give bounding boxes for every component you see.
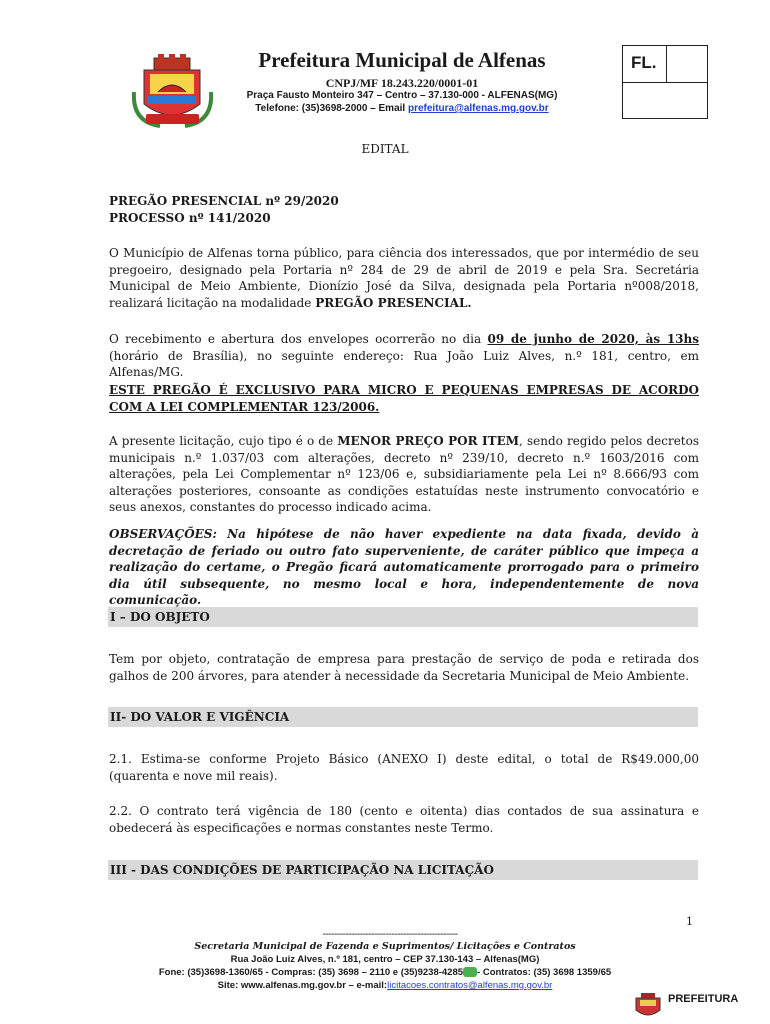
objeto-paragraph: Tem por objeto, contratação de empresa para prestação de serviço de poda e retirada dos galhos de 200 árvores, para atender à necessidade da Secretaria Municipal de Meio Ambiente. [109, 652, 699, 683]
observations-paragraph: OBSERVAÇÕES: Na hipótese de não haver expediente na data fixada, devido à decretação de feriado ou outro fato superveniente, de caráter público que impeça a realização do certame, o Pregão ficará automaticamente prorrogado para o primeiro dia útil subsequente, no mesmo local e hora, independentemente de nova comunicação. [109, 527, 699, 607]
footer-address: Rua João Luiz Alves, n.º 181, centro – CEP 37.130-143 – Alfenas(MG) [230, 954, 540, 965]
footer-email-link[interactable]: licitacoes.contratos@alfenas.mg.gov.br [387, 980, 553, 991]
section-heading-participacao: III - DAS CONDIÇÕES DE PARTICIPAÇÃO NA LICITAÇÃO [108, 860, 698, 880]
pregao-number: PREGÃO PRESENCIAL nº 29/2020 [109, 194, 339, 208]
section-heading-valor: II- DO VALOR E VIGÊNCIA [108, 707, 698, 727]
folio-box [622, 45, 708, 119]
cnpj-line: CNPJ/MF 18.243.220/0001-01 [325, 76, 479, 90]
phone-text: Telefone: (35)3698-2000 – Email [255, 103, 406, 114]
prefeitura-seal-icon [632, 992, 664, 1020]
footer-divider: ----------------------------------------------- [322, 929, 458, 940]
legal-basis-paragraph: A presente licitação, cujo tipo é o de MENOR PREÇO POR ITEM, sendo regido pelos decretos municipais n.º 1.037/03 com alterações, decreto nº 239/10, decreto n.º 1603/2016 com alterações, pela Lei Complementar nº 123/06 e, subsidiariamente pela Lei nº 8.666/93 com alterações posteriores, consoante as condições estatuídas neste instrumento convocatório e seus anexos, constantes do processo indicado acima. [109, 434, 700, 514]
page-number: 1 [686, 915, 693, 928]
seal-label: PREFEITURA [668, 993, 739, 1005]
phone-line [232, 103, 572, 114]
folio-label: FL. [631, 53, 657, 72]
document-heading: EDITAL [361, 142, 409, 156]
address-line: Praça Fausto Monteiro 347 – Centro – 37.130-000 - ALFENAS(MG) [246, 90, 558, 101]
email-link[interactable]: prefeitura@alfenas.mg.gov.br [407, 103, 549, 114]
processo-number: PROCESSO nº 141/2020 [109, 211, 271, 225]
footer-site: Site: www.alfenas.mg.gov.br – e-mail:licitacoes.contratos@alfenas.mg.gov.br [217, 980, 553, 991]
exclusive-notice: ESTE PREGÃO É EXCLUSIVO PARA MICRO E PEQUENAS EMPRESAS DE ACORDO COM A LEI COMPLEMENTAR 123/2006. [109, 383, 699, 414]
whatsapp-icon [463, 967, 477, 977]
municipal-crest-logo [130, 52, 215, 132]
valor-paragraph: 2.1. Estima-se conforme Projeto Básico (ANEXO I) deste edital, o total de R$49.000,00 (quarenta e nove mil reais). [109, 752, 699, 783]
page-title: Prefeitura Municipal de Alfenas [258, 48, 546, 72]
footer-department: Secretaria Municipal de Fazenda e Suprimentos/ Licitações e Contratos [194, 941, 576, 952]
vigencia-paragraph: 2.2. O contrato terá vigência de 180 (cento e oitenta) dias contados de sua assinatura e obedecerá às especificações e normas constantes neste Termo. [109, 804, 699, 835]
footer-phones: Fone: (35)3698-1360/65 - Compras: (35) 3698 – 2110 e (35)9238-4285 - Contratos: (35) 3698 1359/65 [158, 967, 612, 978]
section-heading-objeto: I – DO OBJETO [108, 607, 698, 627]
intro-paragraph: O Município de Alfenas torna público, para ciência dos interessados, que por intermédio de seu pregoeiro, designado pela Portaria nº 284 de 29 de abril de 2019 e pela Sra. Secretária Municipal de Meio Ambiente, Dionízio José da Silva, designada pela Portaria nº008/2018, realizará licitação na modalidade PREGÃO PRESENCIAL. [109, 246, 699, 310]
opening-paragraph: O recebimento e abertura dos envelopes ocorrerão no dia 09 de junho de 2020, às 13hs (horário de Brasília), no seguinte endereço: Rua João Luiz Alves, n.º 181, centro, em Alfenas/MG. [109, 332, 700, 379]
